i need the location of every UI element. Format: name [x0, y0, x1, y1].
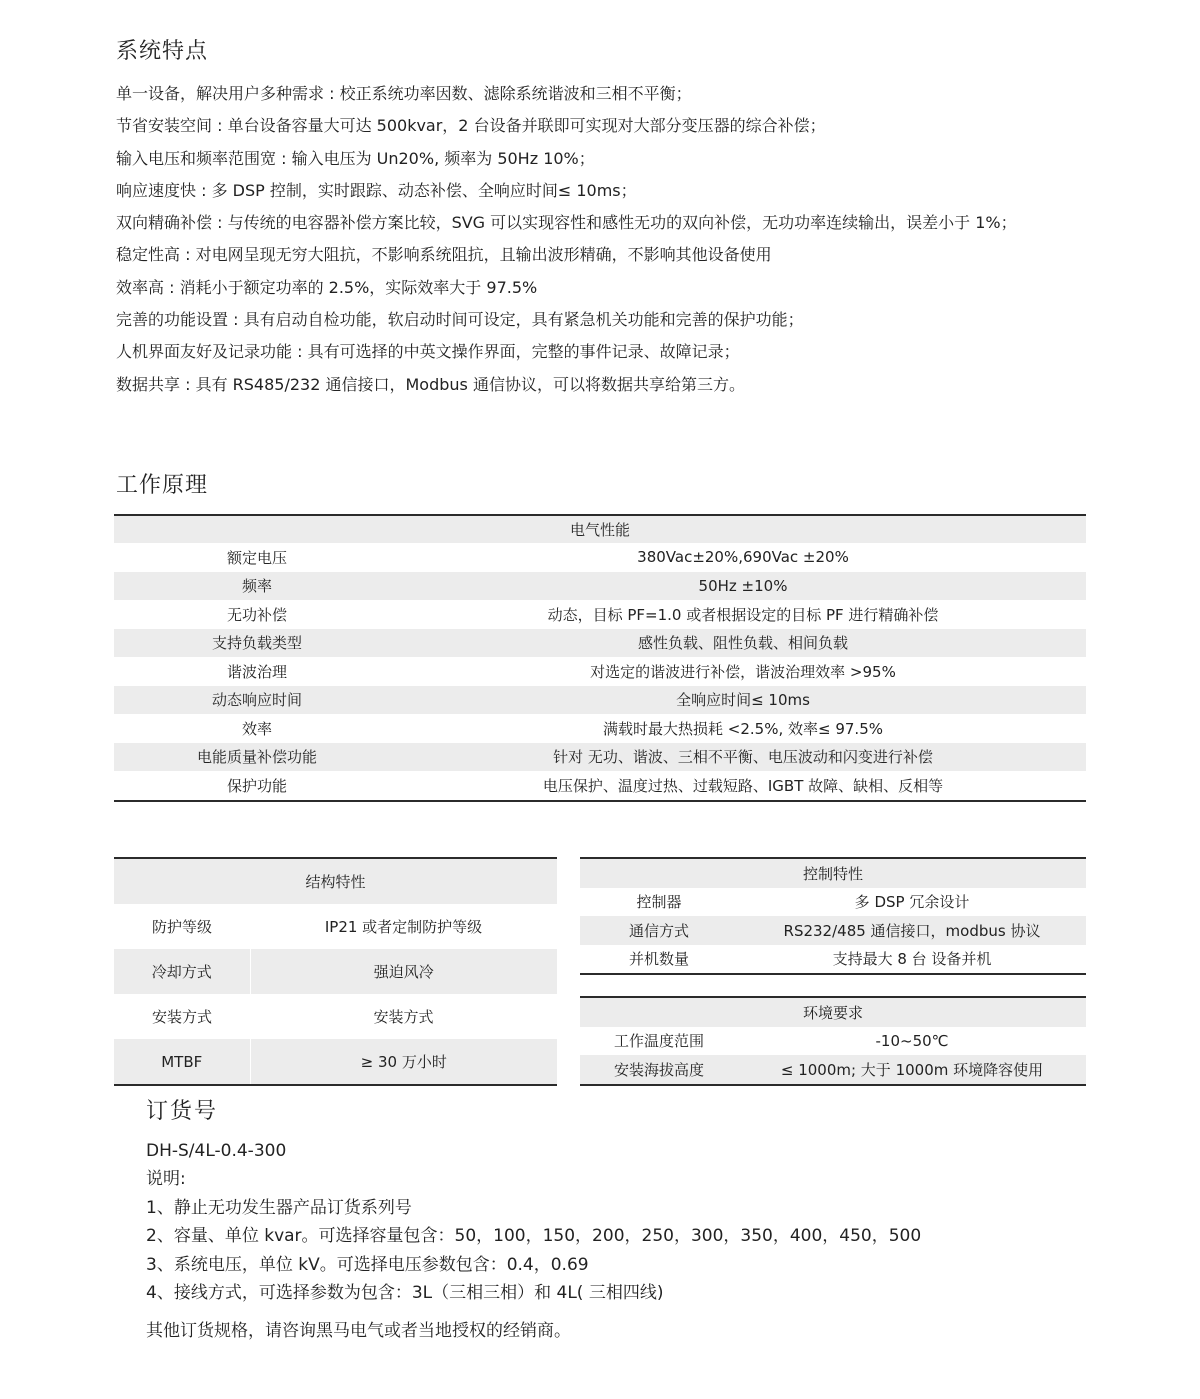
row-label: 支持负载类型: [211, 634, 302, 653]
table-row: [580, 888, 1086, 917]
row-label: 防护等级: [151, 918, 212, 936]
row-value: -10~50℃: [875, 1031, 949, 1050]
order-note-item: 4、接线方式，可选择参数为包含：3L（三相三相）和 4L( 三相四线): [146, 1282, 664, 1303]
feature-item: 输入电压和频率范围宽 : 输入电压为 Un20%, 频率为 50Hz 10%；: [116, 148, 595, 168]
table-row: [114, 572, 1086, 601]
row-value: RS232/485 通信接口，modbus 协议: [783, 921, 1041, 940]
order-code: DH-S/4L-0.4-300: [146, 1141, 287, 1161]
table-row: [114, 743, 1086, 772]
row-label: 控制器: [636, 893, 682, 912]
structure-header: 结构特性: [305, 873, 366, 891]
row-value: 安装方式: [373, 1008, 434, 1026]
row-value: 多 DSP 冗余设计: [854, 893, 970, 912]
table-row: [114, 994, 557, 1039]
electrical-performance-table: [114, 514, 1086, 802]
table-row: [114, 1039, 557, 1085]
feature-item: 数据共享 : 具有 RS485/232 通信接口，Modbus 通信协议，可以将数据共享给第三方。: [116, 374, 745, 394]
row-value: 强迫风冷: [250, 949, 557, 994]
row-label: 安装海拔高度: [613, 1060, 704, 1079]
row-label: 效率: [241, 719, 272, 738]
row-value: 针对 无功、谐波、三相不平衡、电压波动和闪变进行补偿: [553, 748, 933, 767]
row-value: 动态，目标 PF=1.0 或者根据设定的目标 PF 进行精确补偿: [547, 605, 939, 624]
order-note-item: 2、容量、单位 kvar。可选择容量包含：50，100，150，200，250，300，350，400，450，500: [146, 1226, 922, 1247]
row-value: 380Vac±20%,690Vac ±20%: [637, 548, 849, 567]
table-row: [580, 916, 1086, 945]
feature-item: 效率高 : 消耗小于额定功率的 2.5%，实际效率大于 97.5%: [116, 277, 538, 297]
table-row: [580, 945, 1086, 975]
feature-item: 双向精确补偿 : 与传统的电容器补偿方案比较，SVG 可以实现容性和感性无功的双向补偿，无功功率连续输出，误差小于 1%；: [116, 213, 1017, 233]
feature-item: 稳定性高 : 对电网呈现无穷大阻抗，不影响系统阻抗，且输出波形精确，不影响其他设备使用: [116, 245, 772, 265]
features-title: 系统特点: [116, 39, 209, 64]
row-label: MTBF: [161, 1052, 203, 1071]
row-label: 频率: [241, 577, 272, 596]
row-value: 满载时最大热损耗 <2.5%, 效率≤ 97.5%: [603, 719, 883, 738]
table-header-row: [580, 858, 1086, 888]
features-list: [116, 82, 1096, 405]
row-label: 无功补偿: [226, 605, 287, 624]
row-value: ≥ 30 万小时: [250, 1039, 557, 1085]
order-title: 订货号: [146, 1099, 219, 1124]
order-note-item: 3、系统电压，单位 kV。可选择电压参数包含：0.4，0.69: [146, 1254, 589, 1275]
feature-item: 单一设备，解决用户多种需求 : 校正系统功率因数、滤除系统谐波和三相不平衡；: [116, 84, 692, 103]
row-value: 支持最大 8 台 设备并机: [832, 950, 992, 969]
principle-title: 工作原理: [116, 473, 209, 498]
table-header-row: [580, 997, 1086, 1027]
table-row: [580, 1055, 1086, 1085]
row-label: 保护功能: [226, 776, 287, 795]
feature-item: 人机界面友好及记录功能 : 具有可选择的中英文操作界面，完整的事件记录、故障记录；: [116, 342, 740, 362]
table-row: [114, 949, 557, 994]
row-label: 工作温度范围: [613, 1032, 704, 1051]
table-row: [114, 686, 1086, 715]
feature-item: 节省安装空间 : 单台设备容量大可达 500kvar，2 台设备并联即可实现对大部分变压器的综合补偿；: [116, 116, 826, 136]
row-value: 50Hz ±10%: [698, 576, 788, 595]
structure-table: [114, 857, 557, 1086]
row-value: 对选定的谐波进行补偿，谐波治理效率 >95%: [590, 662, 896, 681]
table-row: [114, 600, 1086, 629]
row-label: 通信方式: [628, 921, 689, 940]
electrical-header: 电气性能: [570, 521, 631, 539]
table-row: [114, 543, 1086, 572]
row-label: 谐波治理: [226, 662, 287, 681]
feature-item: 完善的功能设置 : 具有启动自检功能，软启动时间可设定，具有紧急机关功能和完善的保护功能；: [116, 310, 804, 330]
row-label: 冷却方式: [151, 963, 212, 981]
row-label: 并机数量: [628, 950, 689, 969]
table-row: [114, 714, 1086, 743]
row-label: 动态响应时间: [211, 691, 302, 710]
row-value: ≤ 1000m; 大于 1000m 环境降容使用: [780, 1060, 1044, 1079]
order-note-label: 说明:: [146, 1169, 186, 1190]
table-header-row: [114, 858, 557, 904]
order-note-item: 1、静止无功发生器产品订货系列号: [146, 1197, 412, 1218]
control-header: 控制特性: [803, 864, 864, 883]
order-info: [146, 1137, 921, 1307]
table-row: [114, 657, 1086, 686]
table-row: [114, 771, 1086, 801]
row-label: 电能质量补偿功能: [196, 748, 317, 767]
feature-item: 响应速度快 : 多 DSP 控制，实时跟踪、动态补偿、全响应时间≤ 10ms；: [116, 180, 637, 200]
row-label: 安装方式: [151, 1008, 212, 1026]
row-value: 电压保护、温度过热、过载短路、IGBT 故障、缺相、反相等: [542, 776, 944, 795]
table-header-row: [114, 515, 1086, 543]
environment-table: [580, 996, 1086, 1086]
table-row: [114, 904, 557, 949]
row-value: 感性负载、阻性负载、相间负载: [638, 634, 849, 653]
row-value: 全响应时间≤ 10ms: [676, 691, 810, 710]
table-row: [580, 1027, 1086, 1056]
control-table: [580, 857, 1086, 975]
order-footer: 其他订货规格，请咨询黑马电气或者当地授权的经销商。: [146, 1321, 571, 1341]
row-value: IP21 或者定制防护等级: [324, 918, 483, 936]
environment-header: 环境要求: [803, 1003, 864, 1022]
table-row: [114, 629, 1086, 658]
row-label: 额定电压: [226, 548, 287, 567]
